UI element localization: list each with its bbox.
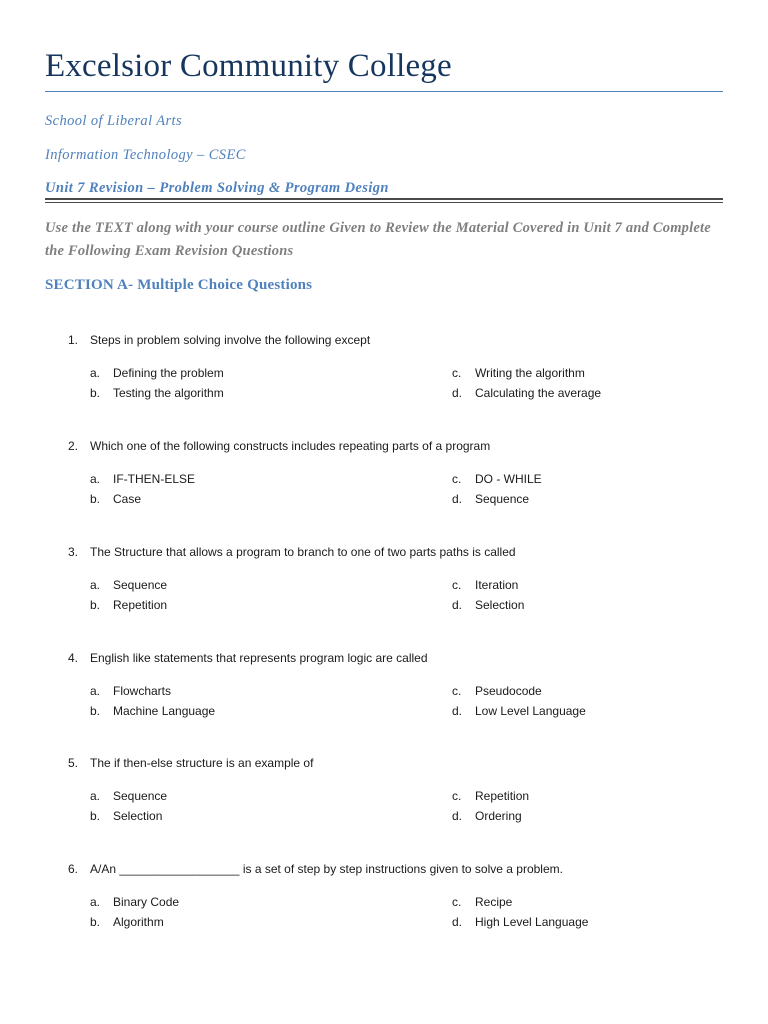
- option-letter: b.: [90, 598, 101, 612]
- option-text: Binary Code: [113, 895, 180, 909]
- option-text: Recipe: [475, 895, 513, 909]
- option-text: Repetition: [475, 789, 530, 803]
- answer-option: [90, 786, 167, 806]
- answer-option: [452, 575, 518, 595]
- option-text: Pseudocode: [475, 684, 542, 698]
- answer-option: [90, 489, 141, 509]
- option-text: Repetition: [113, 598, 168, 612]
- option-text: Iteration: [475, 578, 519, 592]
- answer-option: [452, 701, 586, 721]
- answer-option: [452, 892, 512, 912]
- answer-option: [452, 806, 522, 826]
- option-letter: d.: [452, 598, 463, 612]
- unit-divider-thick: [45, 198, 723, 200]
- answer-option: [90, 595, 167, 615]
- answer-option: [452, 912, 588, 932]
- question-text: A/An __________________ is a set of step by step instructions given to solve a problem.: [90, 862, 563, 876]
- unit-divider-thin: [45, 202, 723, 203]
- option-text: Sequence: [113, 578, 168, 592]
- answer-option: [90, 383, 224, 403]
- option-letter: b.: [90, 704, 101, 718]
- question-text: Which one of the following constructs includes repeating parts of a program: [90, 439, 491, 453]
- question-text: English like statements that represents program logic are called: [90, 651, 428, 665]
- option-letter: c.: [452, 684, 462, 698]
- option-letter: b.: [90, 915, 101, 929]
- college-title: Excelsior Community College: [45, 48, 452, 84]
- answer-options: [68, 363, 748, 405]
- answer-option: [90, 912, 164, 932]
- answer-option: [90, 363, 224, 383]
- option-letter: c.: [452, 366, 462, 380]
- option-text: Selection: [475, 598, 525, 612]
- option-letter: d.: [452, 492, 463, 506]
- option-letter: a.: [90, 789, 101, 803]
- option-letter: d.: [452, 704, 463, 718]
- option-text: Selection: [113, 809, 163, 823]
- question-text: Steps in problem solving involve the following except: [90, 333, 371, 347]
- option-text: Testing the algorithm: [113, 386, 224, 400]
- option-text: Low Level Language: [475, 704, 586, 718]
- option-text: Sequence: [113, 789, 168, 803]
- option-text: Calculating the average: [475, 386, 602, 400]
- option-letter: d.: [452, 809, 463, 823]
- option-letter: b.: [90, 386, 101, 400]
- answer-option: [90, 892, 179, 912]
- option-letter: b.: [90, 809, 101, 823]
- option-text: Writing the algorithm: [475, 366, 585, 380]
- question-number: 3.: [68, 545, 79, 559]
- answer-option: [452, 786, 529, 806]
- answer-options: [68, 469, 748, 511]
- option-text: Machine Language: [113, 704, 216, 718]
- school-name: School of Liberal Arts: [45, 113, 183, 129]
- question-number: 4.: [68, 651, 79, 665]
- answer-option: [90, 681, 171, 701]
- answer-option: [90, 701, 215, 721]
- option-text: IF-THEN-ELSE: [113, 472, 196, 486]
- answer-options: [68, 681, 748, 723]
- option-text: DO - WHILE: [475, 472, 542, 486]
- option-letter: d.: [452, 386, 463, 400]
- question-5: [68, 754, 748, 828]
- section-heading: SECTION A- Multiple Choice Questions: [45, 277, 313, 293]
- question-number: 2.: [68, 439, 79, 453]
- question-6: [68, 860, 748, 934]
- option-text: Case: [113, 492, 142, 506]
- answer-options: [68, 786, 748, 828]
- option-text: Sequence: [475, 492, 530, 506]
- unit-title: Unit 7 Revision – Problem Solving & Program Design: [45, 180, 389, 196]
- option-text: Ordering: [475, 809, 522, 823]
- answer-options: [68, 892, 748, 934]
- answer-option: [452, 595, 524, 615]
- question-number: 1.: [68, 333, 79, 347]
- option-letter: c.: [452, 789, 462, 803]
- department-name: Information Technology – CSEC: [45, 147, 246, 163]
- option-letter: b.: [90, 492, 101, 506]
- question-1: [68, 331, 748, 405]
- answer-option: [452, 469, 542, 489]
- question-line: [68, 649, 748, 667]
- question-number: 6.: [68, 862, 79, 876]
- question-line: [68, 543, 748, 561]
- title-divider: [45, 91, 723, 92]
- option-letter: a.: [90, 684, 101, 698]
- question-text: The if then-else structure is an example of: [90, 756, 314, 770]
- option-text: High Level Language: [475, 915, 589, 929]
- answer-option: [90, 469, 195, 489]
- option-letter: c.: [452, 472, 462, 486]
- option-letter: a.: [90, 895, 101, 909]
- answer-option: [452, 383, 601, 403]
- answer-option: [452, 489, 529, 509]
- question-line: [68, 754, 748, 772]
- answer-option: [452, 363, 585, 383]
- option-text: Algorithm: [113, 915, 164, 929]
- option-text: Flowcharts: [113, 684, 172, 698]
- question-line: [68, 331, 748, 349]
- option-letter: c.: [452, 895, 462, 909]
- instructions: Use the TEXT along with your course outline Given to Review the Material Covered in Unit 7 and Complete the Following Exam Revision Questions: [45, 220, 711, 259]
- option-letter: a.: [90, 578, 101, 592]
- option-letter: a.: [90, 472, 101, 486]
- question-2: [68, 437, 748, 511]
- option-letter: a.: [90, 366, 101, 380]
- option-letter: d.: [452, 915, 463, 929]
- answer-options: [68, 575, 748, 617]
- option-text: Defining the problem: [113, 366, 224, 380]
- question-line: [68, 860, 748, 878]
- question-text: The Structure that allows a program to branch to one of two parts paths is called: [90, 545, 516, 559]
- question-number: 5.: [68, 756, 79, 770]
- question-3: [68, 543, 748, 617]
- option-letter: c.: [452, 578, 462, 592]
- answer-option: [452, 681, 542, 701]
- question-line: [68, 437, 748, 455]
- question-4: [68, 649, 748, 723]
- answer-option: [90, 575, 167, 595]
- answer-option: [90, 806, 162, 826]
